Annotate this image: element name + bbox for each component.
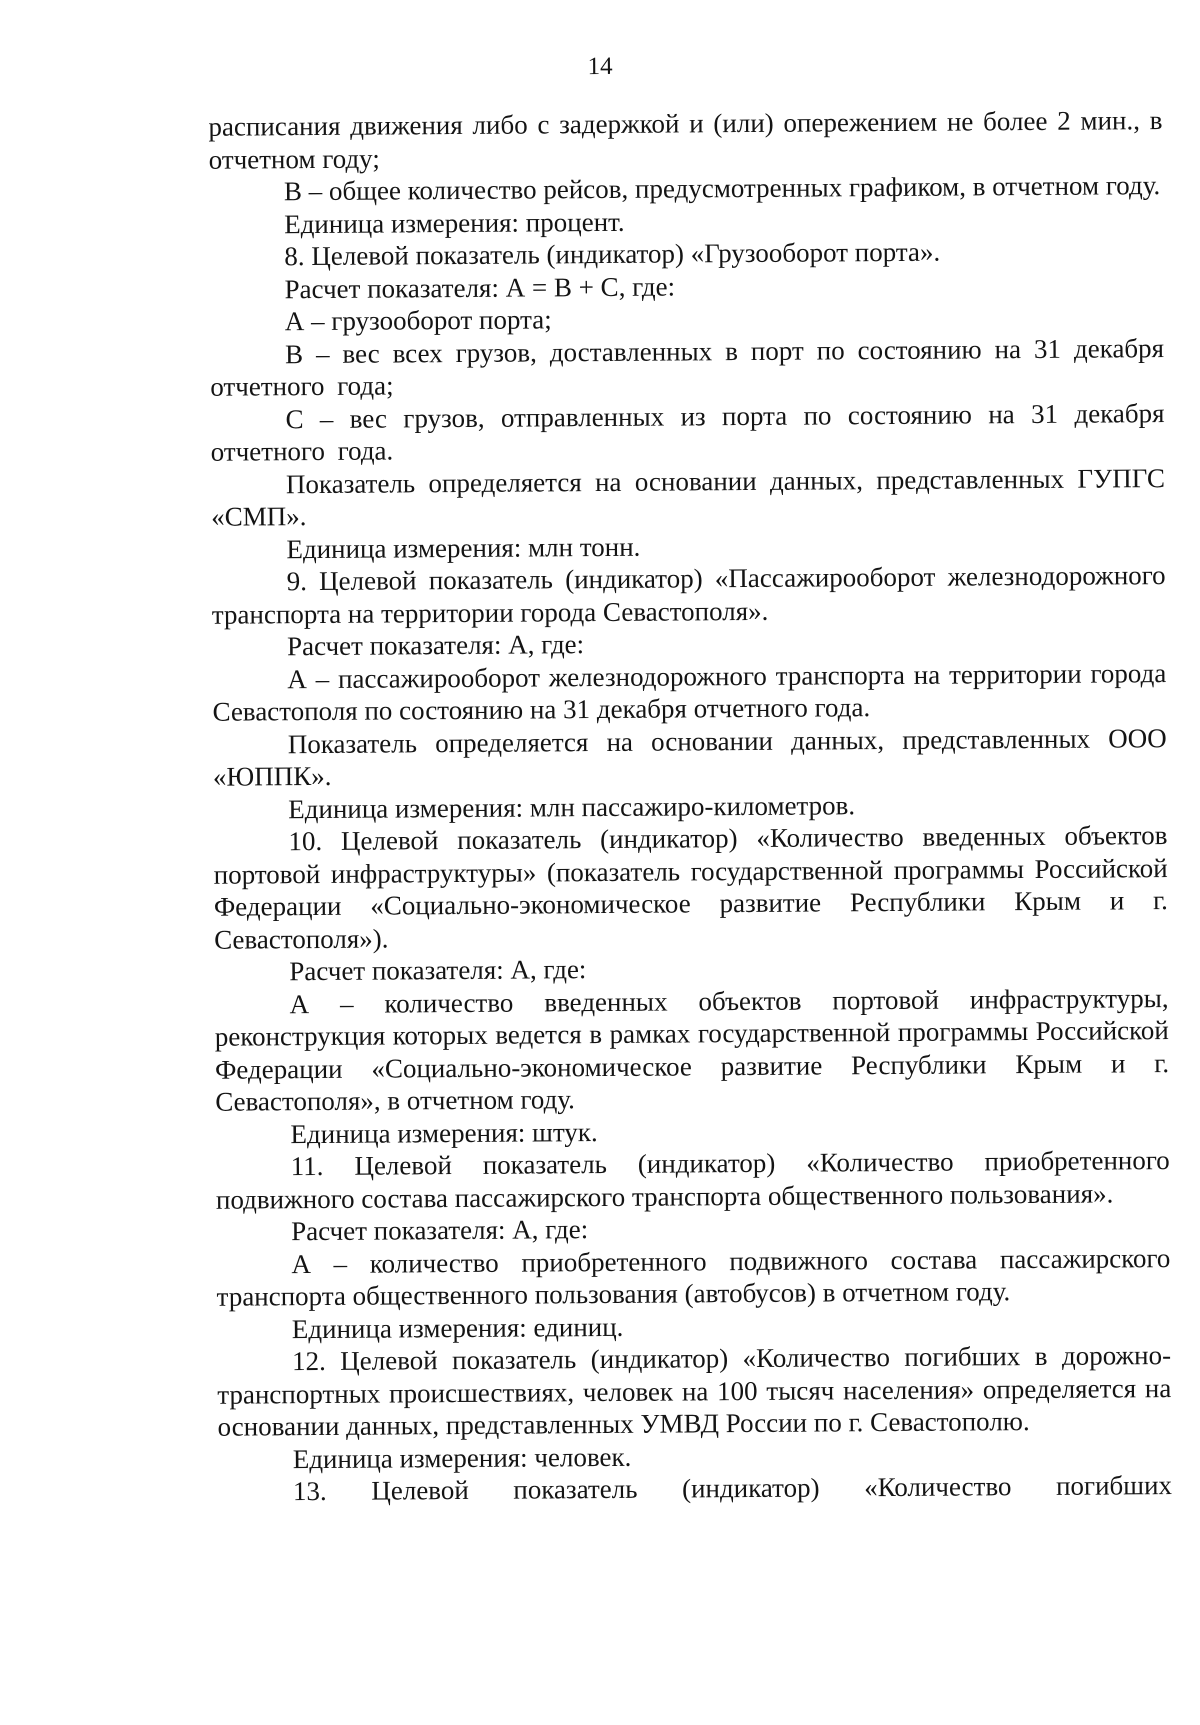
paragraph-indicator-13: 13. Целевой показатель (индикатор) «Количество погибших: [292, 1470, 1173, 1507]
paragraph-unit-percent: Единица измерения: процент.: [284, 206, 625, 239]
paragraph-calc-8: Расчет показателя: А = В + С, где:: [284, 270, 676, 304]
paragraph-unit-passenger-km: Единица измерения: млн пассажиро-километров.: [288, 789, 856, 824]
paragraph-a-port-objects: А – количество введенных объектов портовой инфраструктуры, реконструкция которых ведется в рамках государственной программы Российской Федерации «Социально-экономическое развитие Республики Крым и г. Севастополя», в отчетном году.: [214, 982, 1170, 1117]
paragraph-b-cargo-delivered: В – вес всех грузов, доставленных в порт по состоянию на 31 декабря отчетного года;: [210, 332, 1165, 402]
paragraph-a-rolling-stock: А – количество приобретенного подвижного состава пассажирского транспорта общественного пользования (автобусов) в отчетном году.: [216, 1242, 1171, 1312]
paragraph-unit-persons: Единица измерения: человек.: [292, 1441, 632, 1474]
paragraph-unit-units: Единица измерения: единиц.: [291, 1311, 624, 1344]
paragraph-indicator-12: 12. Целевой показатель (индикатор) «Количество погибших в дорожно-транспортных происшествиях, человек на 100 тысяч населения» определяется на основании данных, представленных УМВД России по г. Севастополю.: [217, 1340, 1172, 1442]
paragraph-source-yuppk: Показатель определяется на основании данных, представленных ООО «ЮППК».: [212, 722, 1167, 792]
paragraph-indicator-8: 8. Целевой показатель (индикатор) «Грузооборот порта».: [284, 236, 941, 272]
paragraph-calc-10: Расчет показателя: А, где:: [289, 954, 587, 987]
document-body: [208, 104, 1172, 1508]
paragraph-a-passenger-turnover: А – пассажирооборот железнодорожного транспорта на территории города Севастополя по состоянию на 31 декабря отчетного года.: [212, 657, 1167, 727]
paragraph-unit-pieces: Единица измерения: штук.: [290, 1116, 598, 1149]
paragraph-indicator-11: 11. Целевой показатель (индикатор) «Количество приобретенного подвижного состава пассажирского транспорта общественного пользования».: [215, 1145, 1170, 1215]
paragraph-indicator-9: 9. Целевой показатель (индикатор) «Пассажирооборот железнодорожного транспорта на территории города Севастополя».: [211, 560, 1166, 630]
paragraph-schedule-continuation: расписания движения либо с задержкой и (или) опережением не более 2 мин., в отчетном году;: [208, 105, 1163, 175]
paragraph-calc-11: Расчет показателя: А, где:: [291, 1214, 589, 1247]
paragraph-c-cargo-sent: С – вес грузов, отправленных из порта по состоянию на 31 декабря отчетного года.: [210, 397, 1165, 467]
paragraph-source-smp: Показатель определяется на основании данных, представленных ГУПГС «СМП».: [211, 462, 1166, 532]
paragraph-a-cargo-turnover: А – грузооборот порта;: [284, 304, 552, 337]
page-number: 14: [587, 52, 613, 81]
paragraph-calc-9: Расчет показателя: А, где:: [286, 629, 585, 662]
paragraph-indicator-10: 10. Целевой показатель (индикатор) «Количество введенных объектов портовой инфраструктуры» (показатель государственной программы Российской Федерации «Социально-экономическое развитие Республики Крым и г. Севастополя»).: [213, 820, 1168, 955]
paragraph-unit-mln-tons: Единица измерения: млн тонн.: [286, 531, 641, 564]
paragraph-b-total-trips: В – общее количество рейсов, предусмотренных графиком, в отчетном году.: [283, 170, 1161, 207]
